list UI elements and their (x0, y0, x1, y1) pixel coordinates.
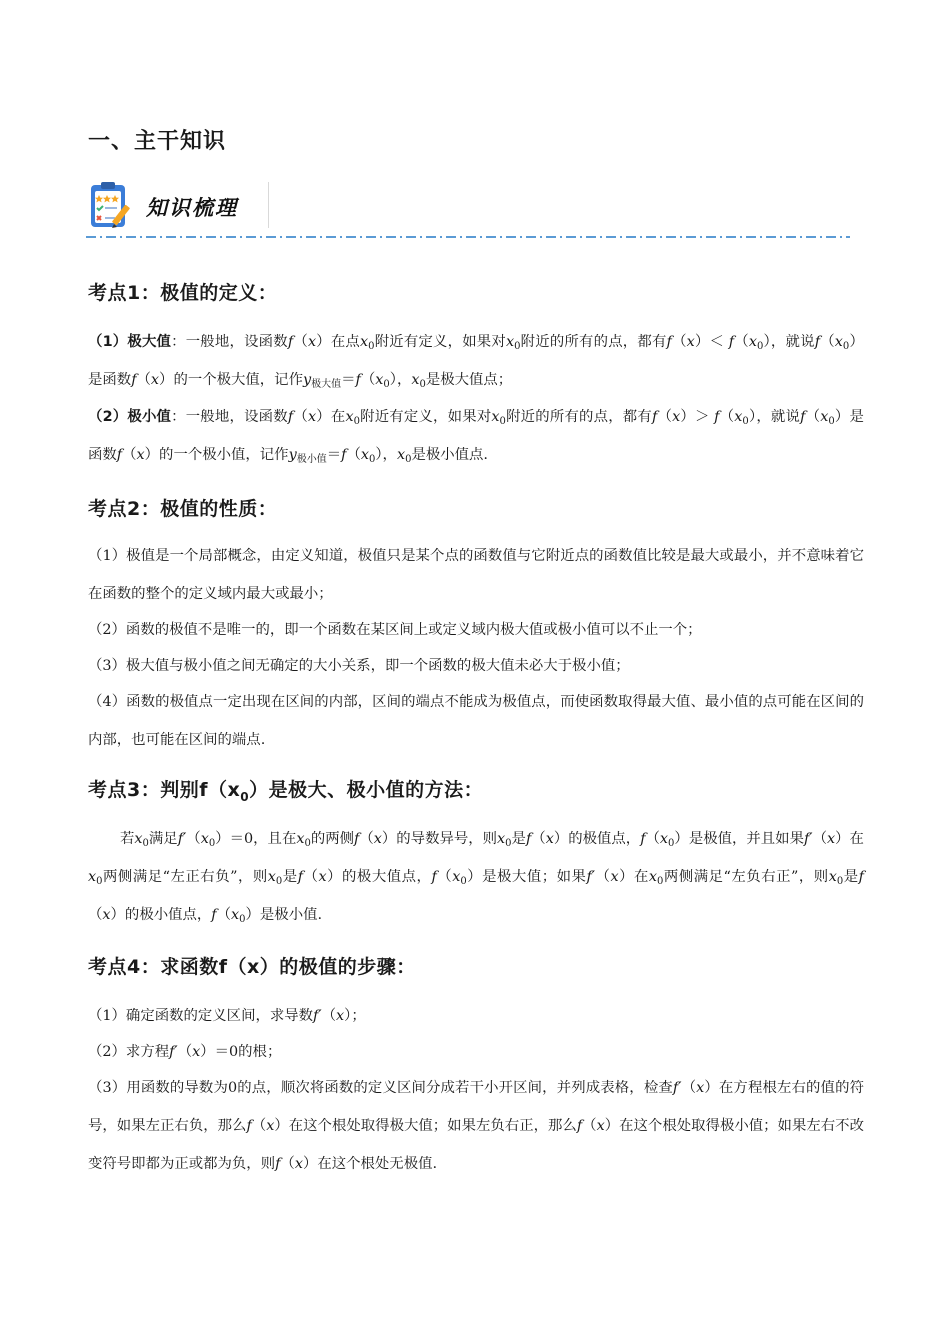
k4-step-3: （3）用函数的导数为0的点，顺次将函数的定义区间分成若干小开区间，并列成表格，检查f′（x）在方程根左右的值的符号，如果左正右负，那么f（x）在这个根处取得极大值；如果左负右正，那么f（x）在这个根处取得极小值；如果左右不改变符号即都为正或都为负，则f（x）在这个根处无极值. (88, 1080, 864, 1172)
k2-item-4: （4）函数的极值点一定出现在区间的内部，区间的端点不能成为极值点，而使函数取得最大值、最小值的点可能在区间的内部，也可能在区间的端点. (88, 694, 864, 748)
k1-max-definition: （1）极大值：一般地，设函数f（x）在点$x_0$附近有定义，如果对$x_0$附近的所有的点，都有$f(x)< f(x_0)$，就说$f(x_0)$是函数f（x）的一个极大值，记作$y_{极大值}=f(x_0)$，$x_0$是极大值点； (88, 334, 864, 390)
k1-max-label: （1）极大值 (88, 334, 172, 350)
k3-heading: 考点3：判别$f(x_0)$是极大、极小值的方法： (88, 779, 484, 804)
k1-heading: 考点1：极值的定义： (88, 282, 278, 304)
k2-item-2: （2）函数的极值不是唯一的，即一个函数在某区间上或定义域内极大值或极小值可以不止一个； (88, 622, 702, 638)
badge-border (268, 182, 269, 228)
k4-heading: 考点4：求函数f（x）的极值的步骤： (88, 956, 416, 978)
section-divider (86, 234, 850, 240)
k4-step-1: （1）确定函数的定义区间，求导数f′（x）； (88, 1008, 366, 1024)
section-title: 一、主干知识 (88, 129, 227, 154)
k2-heading: 考点2：极值的性质： (88, 498, 278, 520)
badge-label: 知识梳理 (146, 195, 238, 220)
k2-item-1: （1）极值是一个局部概念，由定义知道，极值只是某个点的函数值与它附近点的函数值比较是最大或最小，并不意味着它在函数的整个的定义域内最大或最小； (88, 548, 864, 602)
k1-min-definition: （2）极小值：一般地，设函数f（x）在$x_0$附近有定义，如果对$x_0$附近的所有的点，都有$f(x)> f(x_0)$，就说$f(x_0)$是函数f（x）的一个极小值，记作$y_{极小值}=f(x_0)$，$x_0$是极小值点. (88, 409, 864, 465)
k2-item-3: （3）极大值与极小值之间无确定的大小关系，即一个函数的极大值未必大于极小值； (88, 658, 630, 674)
clipboard-checklist-icon (88, 180, 134, 230)
knowledge-badge (86, 176, 272, 232)
k1-min-label: （2）极小值 (88, 409, 172, 425)
k4-step-2: （2）求方程f′（x）＝0的根； (88, 1044, 282, 1060)
k3-paragraph: 若$x_0$满足$f'(x_0)=0$，且在$x_0$的两侧f（x）的导数异号，则$x_0$是f（x）的极值点，$f(x_0)$是极值，并且如果f′（x）在$x_0$两侧满足“左正右负”，则$x_0$是f（x）的极大值点，$f(x_0)$是极大值；如果f′（x）在$x_0$两侧满足“左负右正”，则$x_0$是f（x）的极小值点，$f(x_0)$是极小值. (88, 831, 864, 925)
